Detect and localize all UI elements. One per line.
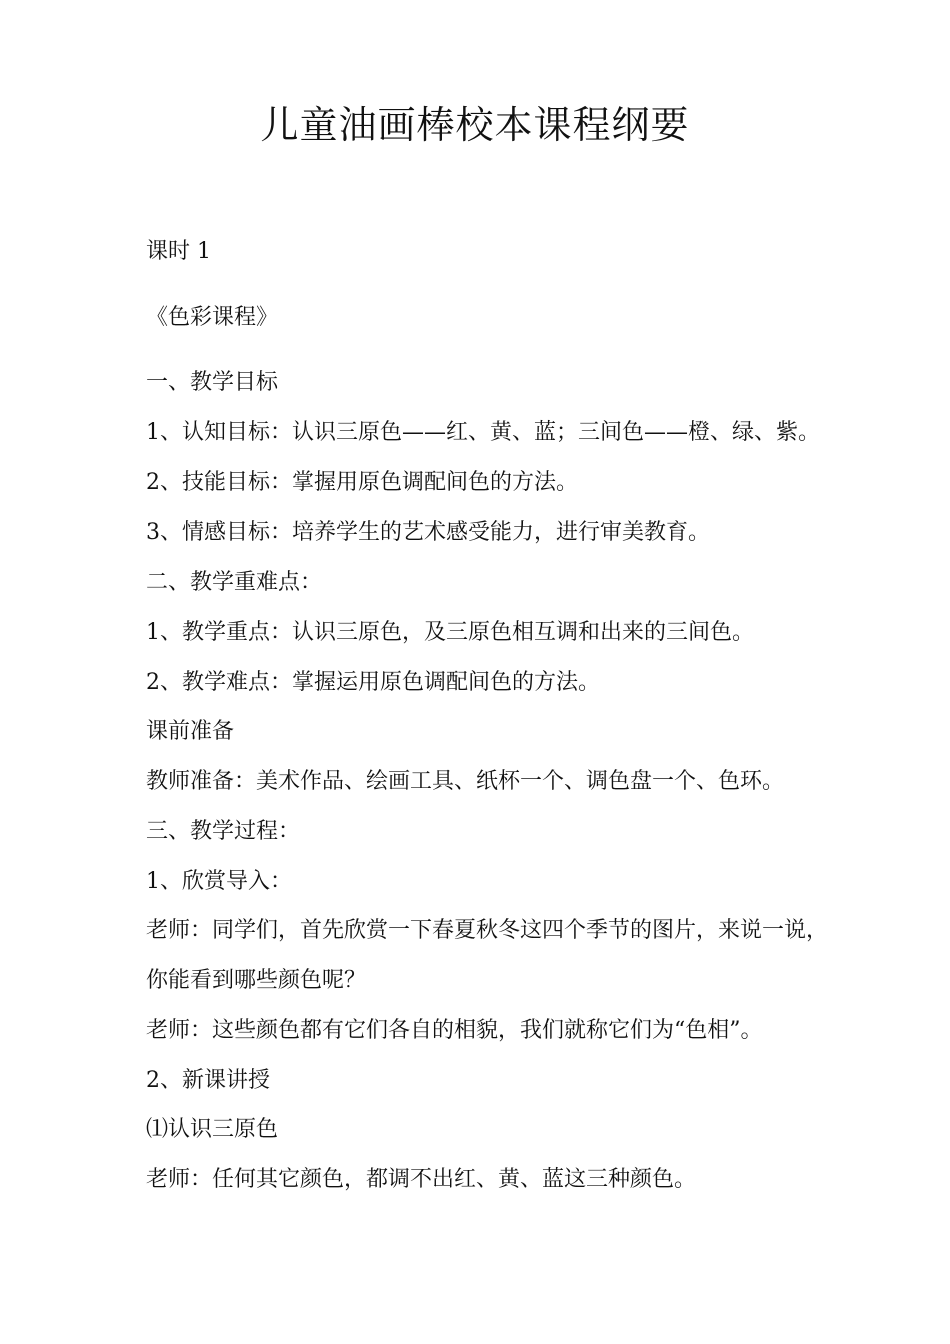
teacher-line: 老师：这些颜色都有它们各自的相貌，我们就称它们为“色相”。 [146, 1018, 763, 1043]
difficult-point: 2、教学难点：掌握运用原色调配间色的方法。 [146, 670, 600, 695]
lesson-label: 课时 1 [146, 239, 211, 264]
document-title: 儿童油画棒校本课程纲要 [260, 103, 690, 147]
section-heading-process: 三、教学过程： [146, 819, 301, 844]
teacher-line-continued: 你能看到哪些颜色呢？ [146, 968, 367, 993]
subsection-heading-primary-colors: ⑴认识三原色 [146, 1117, 279, 1142]
step-heading-new-lesson: 2、新课讲授 [146, 1068, 270, 1093]
teacher-preparation: 教师准备：美术作品、绘画工具、纸杯一个、调色盘一个、色环。 [146, 769, 785, 794]
teacher-line: 老师：任何其它颜色，都调不出红、黄、蓝这三种颜色。 [146, 1167, 697, 1192]
section-heading-objectives: 一、教学目标 [146, 370, 279, 395]
course-name: 《色彩课程》 [146, 305, 279, 330]
objective-skill: 2、技能目标：掌握用原色调配间色的方法。 [146, 470, 578, 495]
preparation-heading: 课前准备 [146, 719, 235, 744]
objective-emotional: 3、情感目标：培养学生的艺术感受能力，进行审美教育。 [146, 520, 710, 545]
key-point: 1、教学重点：认识三原色，及三原色相互调和出来的三间色。 [146, 620, 754, 645]
step-heading-appreciation: 1、欣赏导入： [146, 869, 292, 894]
objective-cognitive: 1、认知目标：认识三原色——红、黄、蓝；三间色——橙、绿、紫。 [146, 420, 820, 445]
teacher-line: 老师：同学们，首先欣赏一下春夏秋冬这四个季节的图片，来说一说， [146, 918, 829, 943]
section-heading-key-points: 二、教学重难点： [146, 570, 323, 595]
